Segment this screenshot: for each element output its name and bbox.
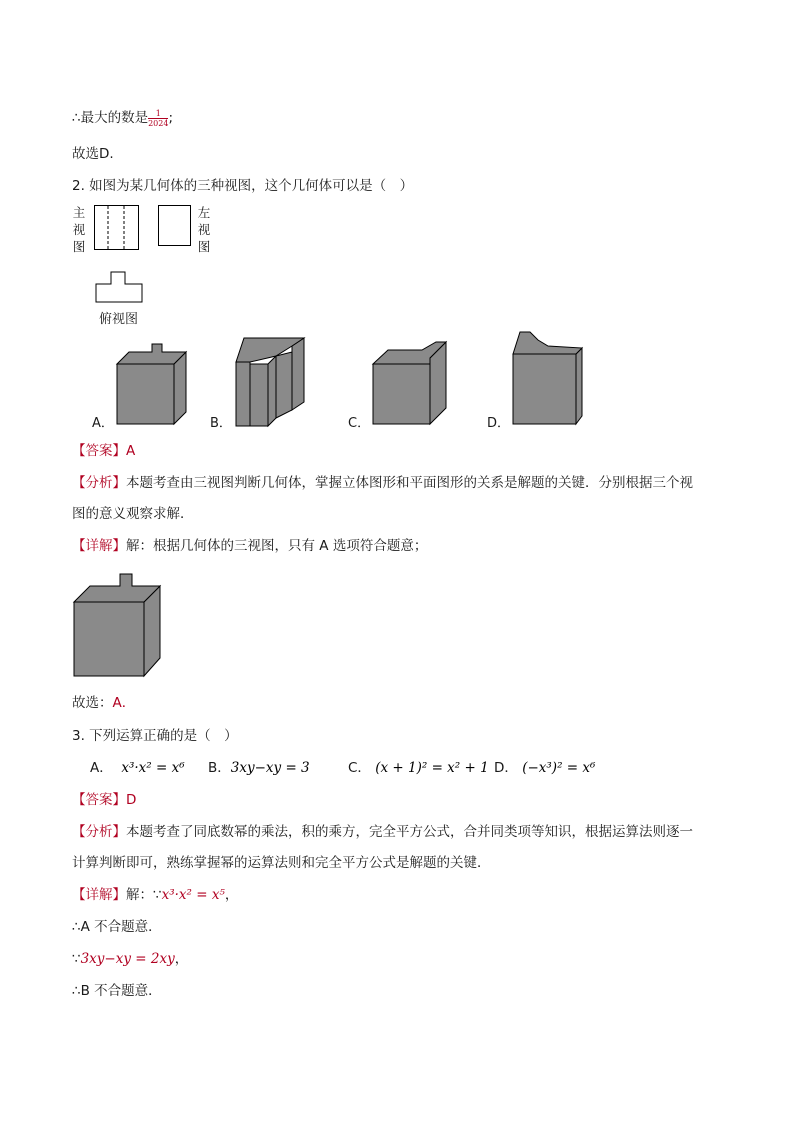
q3-option-b: B．3xy−xy = 3 xyxy=(208,760,310,776)
analysis-3-line-1: 【分析】本题考查了同底数幂的乘法，积的乘方，完全平方公式，合并同类项等知识，根据运算法则逐一 xyxy=(72,824,693,840)
q3-option-a: A． x³·x² = x⁶ xyxy=(90,760,185,776)
front-view-label: 主 视 图 xyxy=(72,205,86,254)
analysis-2-line-1: 【分析】本题考查由三视图判断几何体，掌握立体图形和平面图形的关系是解题的关键．分别根据三个视 xyxy=(72,475,693,491)
fraction: $\frac{1}{2024}$ xyxy=(148,108,169,128)
analysis-3-line-2: 计算判断即可，熟练掌握幂的运算法则和完全平方公式是解题的关键． xyxy=(72,855,491,871)
choose-a: 故选：A． xyxy=(72,695,136,711)
question-3: 3. 下列运算正确的是（ ） xyxy=(72,728,238,744)
option-d-label: D． xyxy=(487,416,511,431)
solid-c-icon xyxy=(368,338,452,430)
choose-d: 故选D. xyxy=(72,146,114,162)
top-view-diagram xyxy=(95,268,145,304)
answer-3: 【答案】D xyxy=(72,792,137,808)
q3-option-c: C． (x + 1)² = x² + 1 xyxy=(348,760,489,776)
solid-a-icon xyxy=(112,340,192,430)
option-a-label: A． xyxy=(92,416,114,431)
conclusion-b: ∴B 不合题意． xyxy=(72,983,162,999)
question-2: 2. 如图为某几何体的三种视图，这个几何体可以是（ ） xyxy=(72,178,414,194)
because-3xy: ∵3xy−xy = 2xy， xyxy=(72,951,189,967)
front-view-diagram xyxy=(94,205,140,251)
top-view-label: 俯视图 xyxy=(99,312,139,327)
left-view-label: 左 视 图 xyxy=(197,205,211,254)
option-b-label: B． xyxy=(210,416,232,431)
left-view-diagram xyxy=(158,205,192,251)
solid-answer-icon xyxy=(70,568,166,680)
detail-2: 【详解】解：根据几何体的三视图，只有 A 选项符合题意； xyxy=(72,538,428,554)
option-c-label: C． xyxy=(348,416,371,431)
solid-d-icon xyxy=(508,330,588,428)
conclusion-max-number: ∴最大的数是 $\frac{1}{2024}$ ; xyxy=(72,108,174,128)
detail-3: 【详解】解：∵x³·x² = x⁵， xyxy=(72,887,239,903)
answer-2: 【答案】A xyxy=(72,443,136,459)
conclusion-a: ∴A 不合题意． xyxy=(72,919,162,935)
solid-b-icon xyxy=(230,334,310,430)
q3-option-d: D． (−x³)² = x⁶ xyxy=(494,760,596,776)
analysis-2-line-2: 图的意义观察求解． xyxy=(72,506,194,522)
